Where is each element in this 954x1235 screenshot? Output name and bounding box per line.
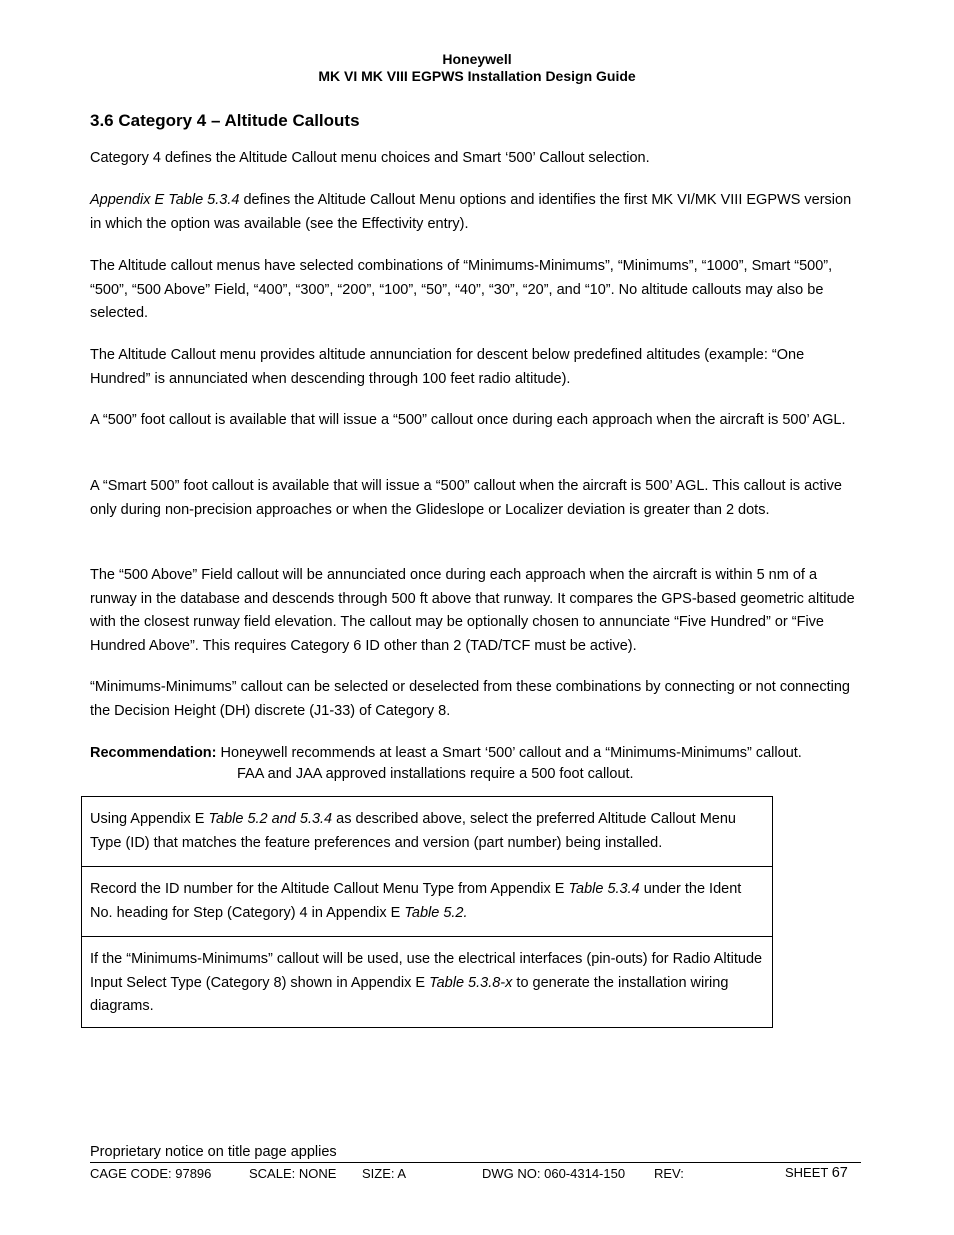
step2-table-ref-2: Table 5.2.	[404, 904, 468, 921]
paragraph-appendix-text: defines the Altitude Callout Menu options and identifies the first MK VI/MK VIII EGPWS version in which the option was available (see the Effectivity entry).	[90, 192, 852, 232]
sheet	[785, 1165, 848, 1181]
procedure-step-1	[82, 797, 772, 867]
sheet-number: 67	[831, 1165, 848, 1181]
section-title: 3.6 Category 4 – Altitude Callouts	[90, 111, 360, 130]
size: SIZE: A	[362, 1166, 407, 1181]
paragraph-smart-500: A “Smart 500” foot callout is available that will issue a “500” callout when the aircraft is 500’ AGL. This callout is active only during non-precision approaches or when the Glideslope or Localizer deviation is greater than 2 dots.	[90, 478, 842, 518]
step2-text-a: Record the ID number for the Altitude Callout Menu Type from Appendix E	[90, 881, 569, 897]
step1-table-ref: Table 5.2 and 5.3.4	[208, 811, 333, 827]
step1-text-b: as described above, select the preferred Altitude Callout Menu Type (ID) that matches the feature preferences and version (part number) being installed.	[90, 811, 736, 851]
step3-text-b: to generate the installation wiring diagrams.	[90, 974, 729, 1014]
step2-table-ref-1: Table 5.3.4	[568, 881, 640, 897]
paragraph-annunciation: The Altitude Callout menu provides altitude annunciation for descent below predefined altitudes (example: “One Hundred” is annunciated when descending through 100 feet radio altitude).	[90, 347, 805, 387]
procedure-steps-box	[81, 796, 773, 1028]
header-doc-title: MK VI MK VIII EGPWS Installation Design Guide	[318, 68, 636, 84]
step1-text-a: Using Appendix E	[90, 811, 209, 827]
procedure-step-3	[82, 937, 772, 1027]
sheet-label: SHEET	[785, 1165, 829, 1180]
paragraph-500-above: The “500 Above” Field callout will be annunciated once during each approach when the aircraft is within 5 nm of a runway in the database and descends through 500 ft above that runway. It compares the GPS-based geometric altitude with the closest runway field elevation. The callout may be optionally chosen to annunciate “Five Hundred” or “Five Hundred Above”. This requires Category 6 ID other than 2 (TAD/TCF must be active).	[90, 567, 855, 654]
recommendation-line1: Honeywell recommends at least a Smart ‘500’ callout and a “Minimums-Minimums” callout.	[216, 745, 802, 761]
header-company: Honeywell	[442, 51, 512, 67]
step3-table-ref: Table 5.3.8-x	[429, 974, 513, 991]
footer-divider	[90, 1162, 861, 1163]
recommendation-label: Recommendation:	[90, 745, 217, 761]
scale: SCALE: NONE	[249, 1166, 337, 1181]
step2-text-b: under the Ident No. heading for Step (Category) 4 in Appendix E	[90, 881, 742, 921]
procedure-step-2	[82, 867, 772, 937]
proprietary-notice: Proprietary notice on title page applies	[90, 1144, 337, 1160]
paragraph-appendix	[90, 189, 862, 236]
cage-code: CAGE CODE: 97896	[90, 1166, 212, 1181]
recommendation	[90, 742, 870, 766]
paragraph-500-callout: A “500” foot callout is available that will issue a “500” callout once during each approach when the aircraft is 500’ AGL.	[90, 412, 846, 428]
paragraph-menu-combinations: The Altitude callout menus have selected combinations of “Minimums-Minimums”, “Minimums”, “1000”, Smart “500”, “500”, “500 Above” Field, “400”, “300”, “200”, “100”, “50”, “40”, “30”, “20”, and “10”. No altitude callouts may also be selected.	[90, 258, 833, 321]
dwg-number: DWG NO: 060-4314-150	[482, 1166, 626, 1181]
paragraph-minimums: “Minimums-Minimums” callout can be selected or deselected from these combinations by connecting or not connecting the Decision Height (DH) discrete (J1-33) of Category 8.	[90, 679, 850, 719]
appendix-reference: Appendix E Table 5.3.4	[90, 192, 240, 208]
revision: REV:	[654, 1166, 684, 1181]
step3-text-a: If the “Minimums-Minimums” callout will be used, use the electrical interfaces (pin-outs) for Radio Altitude Input Select Type (Category 8) shown in Appendix E	[90, 951, 763, 991]
recommendation-line2: FAA and JAA approved installations require a 500 foot callout.	[237, 766, 634, 782]
paragraph-intro: Category 4 defines the Altitude Callout menu choices and Smart ‘500’ Callout selection.	[90, 150, 650, 166]
